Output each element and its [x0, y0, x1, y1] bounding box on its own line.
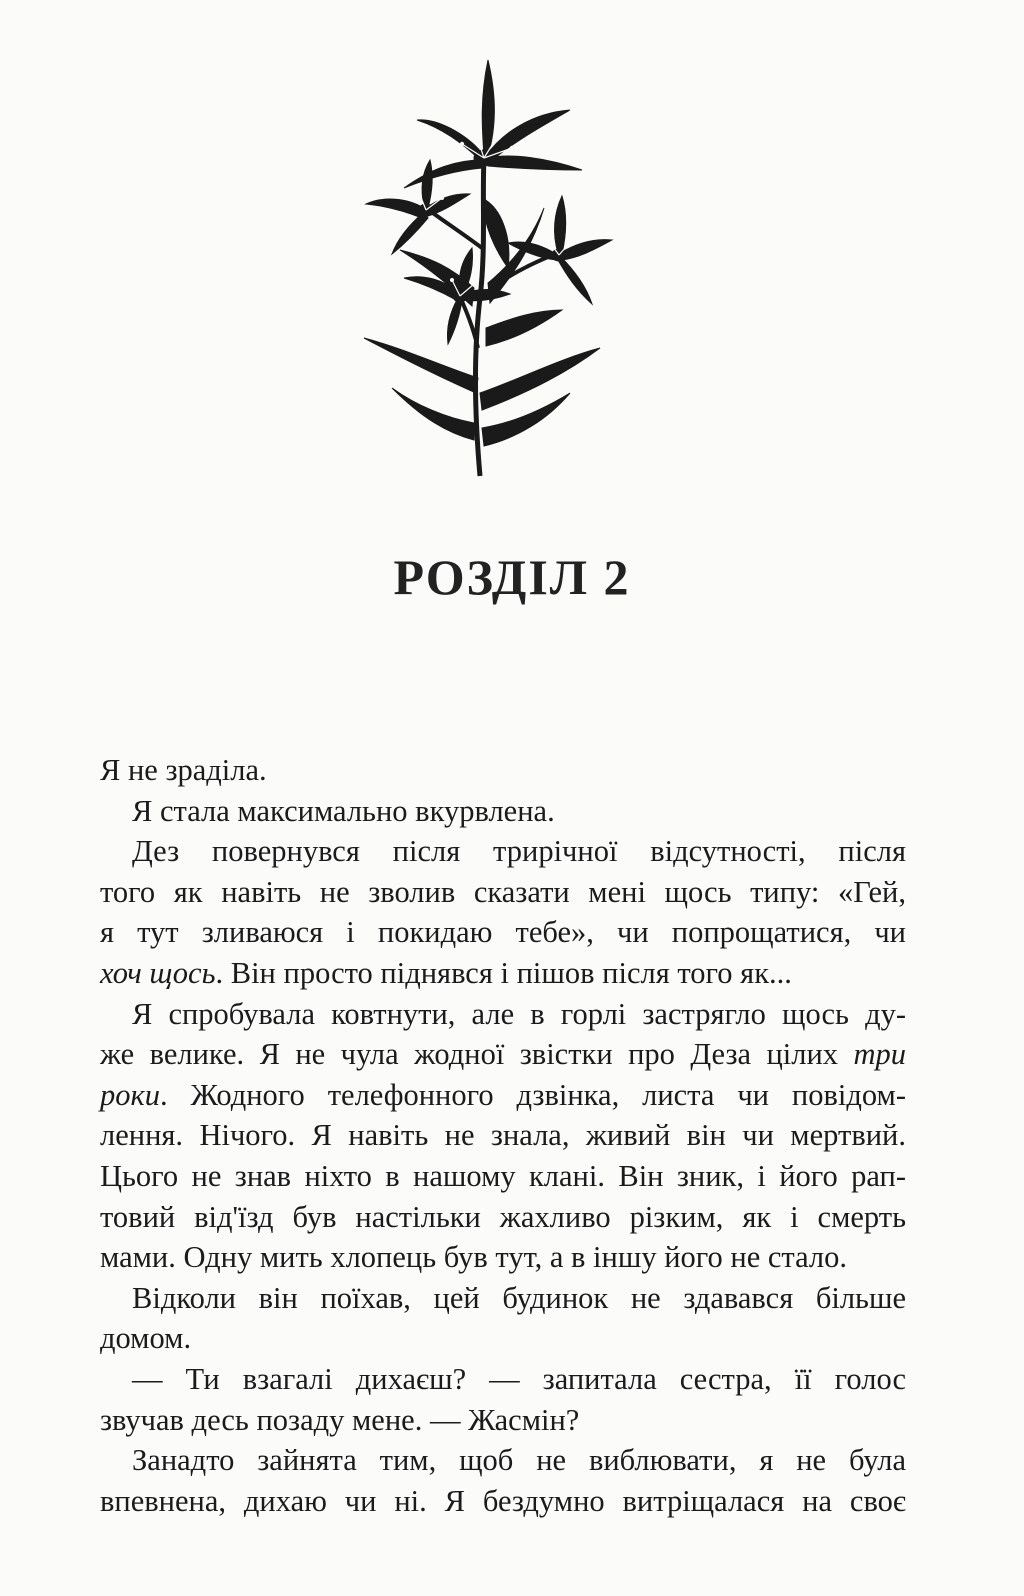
paragraph-5: [100, 1278, 906, 1359]
text-line: Я спробувала ковтнути, але в горлі застрягло щось ду-: [132, 996, 906, 1031]
text-line: Відколи він поїхав, цей будинок не здавався більше: [132, 1280, 906, 1315]
text-line: звучав десь позаду мене. — Жасмін?: [100, 1402, 580, 1437]
text-line: того як навіть не зволив сказати мені щось типу: «Гей,: [100, 874, 906, 909]
paragraph-1: Я не зраділа.: [100, 753, 267, 787]
text-line: мами. Одну мить хлопець був тут, а в іншу його не стало.: [100, 1240, 848, 1275]
text-line: домом.: [100, 1321, 192, 1356]
text-line: Занадто зайнята тим, щоб не виблювати, я не була: [132, 1443, 906, 1478]
text-line: Дез повернувся після трирічної відсутності, після: [132, 834, 906, 869]
text-line: я тут зливаюся і покидаю тебе», чи попрощатися, чи: [100, 915, 906, 950]
lily-flower-icon: [362, 48, 622, 488]
text-line: впевнена, дихаю чи ні. Я бездумно витріщалася на своє: [100, 1483, 906, 1518]
text-line: [100, 1075, 906, 1116]
paragraph-4: [100, 994, 906, 1278]
text-fragment: . Він просто піднявся і пішов після того як...: [215, 955, 792, 990]
text-fragment: . Жодного телефонного дзвінка, листа чи повідом-: [160, 1077, 906, 1112]
italic-text: хоч щось: [100, 955, 216, 990]
italic-text: три: [853, 1037, 906, 1072]
text-line: товий від'їзд був настільки жахливо різким, як і смерть: [100, 1199, 906, 1234]
text-line: лення. Нічого. Я навіть не знала, живий він чи мертвий.: [100, 1118, 906, 1153]
text-line: [100, 953, 906, 994]
text-line: [100, 1034, 906, 1075]
text-fragment: же велике. Я не чула жодної звістки про Деза цілих: [100, 1037, 854, 1072]
paragraph-3: [100, 831, 906, 993]
chapter-title: РОЗДІЛ 2: [393, 549, 631, 605]
text-line: Цього не знав ніхто в нашому клані. Він зник, і його рап-: [100, 1158, 906, 1193]
paragraph-6: [100, 1359, 906, 1440]
text-line: — Ти взагалі дихаєш? — запитала сестра, її голос: [132, 1361, 906, 1396]
paragraph-2: Я стала максимально вкурвлена.: [132, 793, 555, 828]
body-text: [100, 750, 906, 1521]
italic-text: роки: [100, 1077, 161, 1112]
paragraph-7: [100, 1440, 906, 1521]
